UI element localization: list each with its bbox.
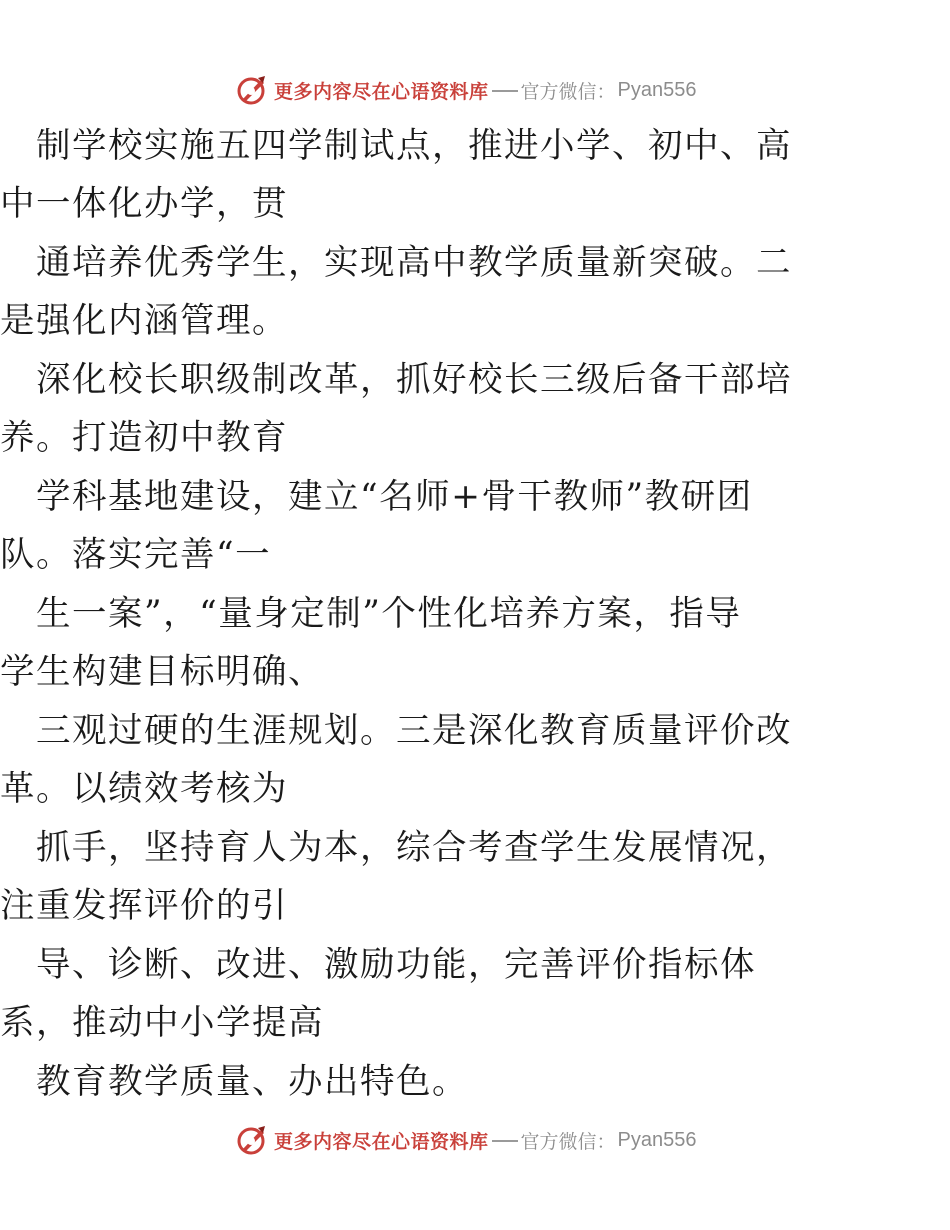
quill-logo-icon xyxy=(236,1124,268,1156)
body-line: 抓手，坚持育人为本，综合考查学生发展情况， xyxy=(0,828,792,868)
footer-banner xyxy=(236,1122,697,1158)
footer-wechat-label: 官方微信： xyxy=(520,1130,616,1153)
footer-dash-divider xyxy=(492,1140,518,1142)
header-wechat-label: 官方微信： xyxy=(520,80,616,103)
body-line: 学生构建目标明确、 xyxy=(0,652,324,692)
body-line: 革。以绩效考核为 xyxy=(0,769,288,809)
header-promo-text: 更多内容尽在心语资料库 xyxy=(274,80,489,103)
body-line: 养。打造初中教育 xyxy=(0,418,288,458)
body-line: 教育教学质量、办出特色。 xyxy=(0,1062,468,1102)
body-line: 深化校长职级制改革，抓好校长三级后备干部培 xyxy=(0,360,792,400)
body-line: 是强化内涵管理。 xyxy=(0,301,288,341)
body-line: 制学校实施五四学制试点，推进小学、初中、高 xyxy=(0,126,792,166)
header-banner xyxy=(236,72,697,108)
body-line: 注重发挥评价的引 xyxy=(0,886,288,926)
body-line: 系，推动中小学提高 xyxy=(0,1003,324,1043)
body-line: 三观过硬的生涯规划。三是深化教育质量评价改 xyxy=(0,711,792,751)
body-line: 中一体化办学，贯 xyxy=(0,184,288,224)
footer-promo-text: 更多内容尽在心语资料库 xyxy=(274,1130,489,1153)
body-line: 导、诊断、改进、激励功能，完善评价指标体 xyxy=(0,945,756,985)
footer-wechat-id: Pyan556 xyxy=(617,1128,697,1151)
header-dash-divider xyxy=(492,90,518,92)
body-line: 队。落实完善“一 xyxy=(0,535,272,575)
quill-logo-icon xyxy=(236,74,268,106)
body-line: 通培养优秀学生，实现高中教学质量新突破。二 xyxy=(0,243,792,283)
header-wechat-id: Pyan556 xyxy=(617,78,697,101)
body-line: 学科基地建设，建立“名师+骨干教师”教研团 xyxy=(0,477,753,517)
body-line: 生一案”，“量身定制”个性化培养方案，指导 xyxy=(0,594,742,634)
